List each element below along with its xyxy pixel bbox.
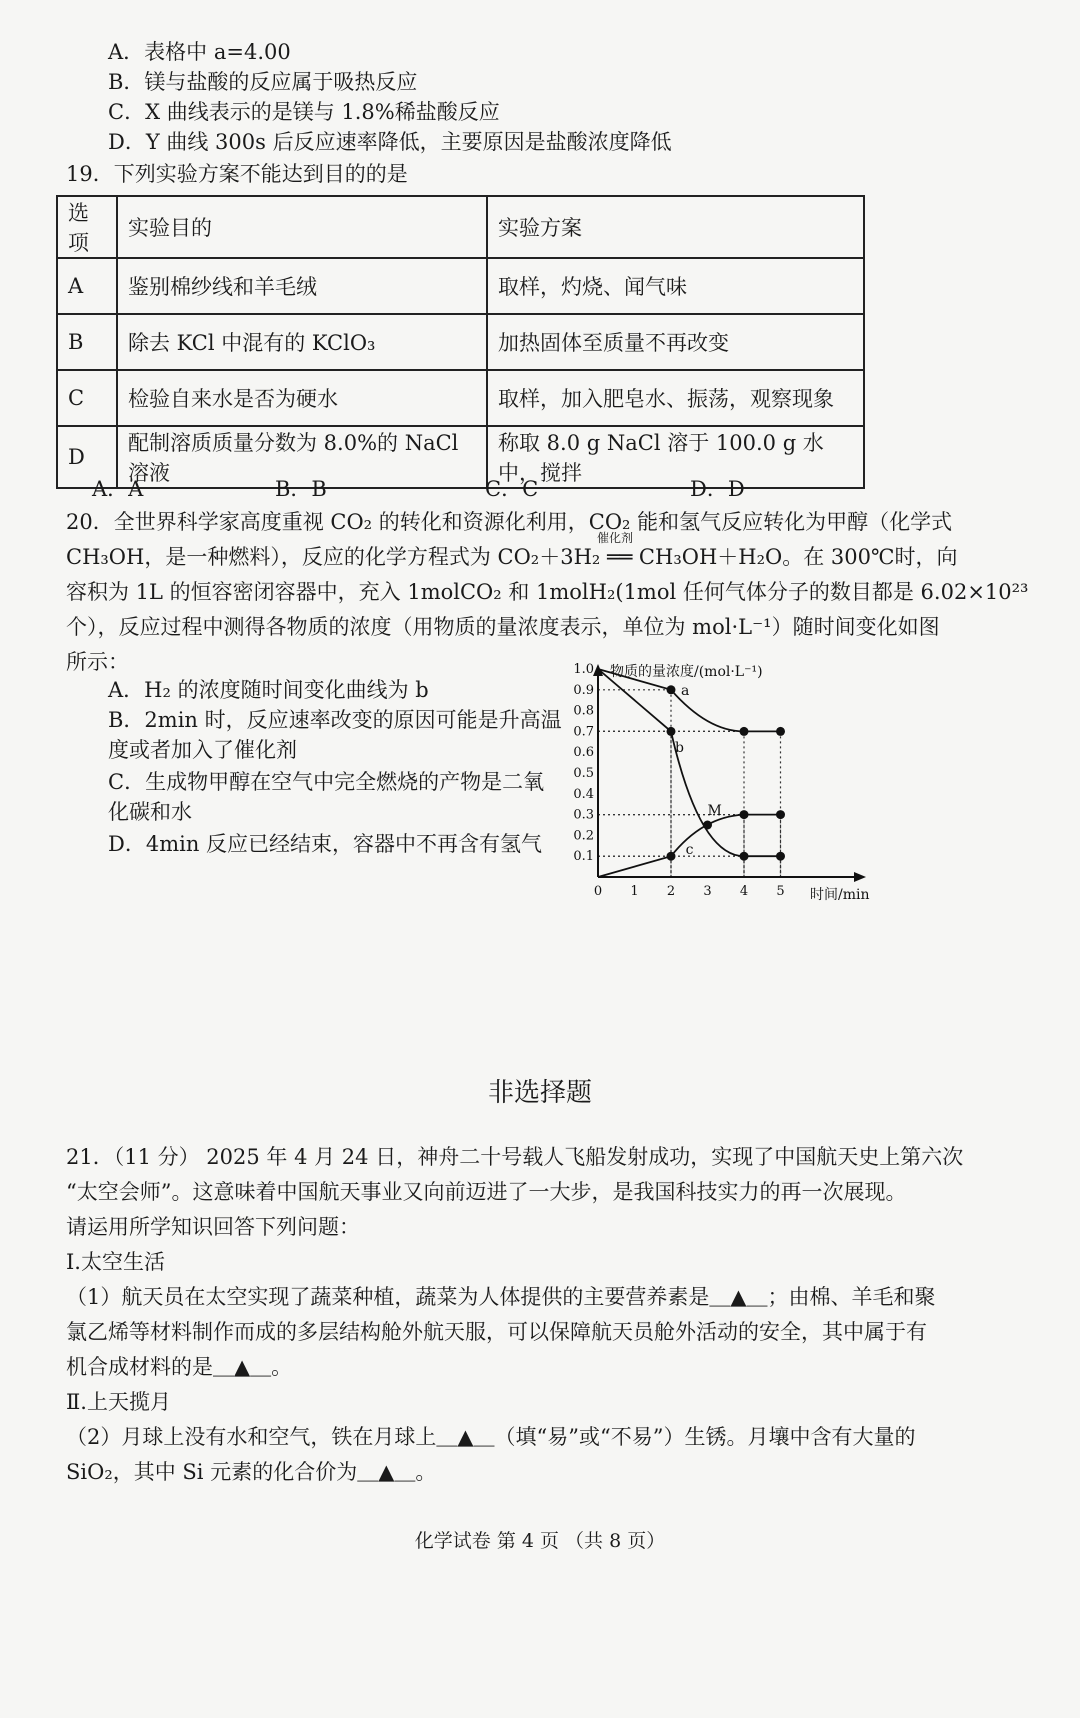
y-axis-label: 物质的量浓度/(mol·L⁻¹) (610, 664, 763, 680)
y-tick-label: 0.2 (573, 828, 594, 844)
data-point-b (740, 852, 749, 861)
q20-option-c: C．生成物甲醇在空气中完全燃烧的产物是二氧 (108, 770, 545, 794)
q18-option-a: A．表格中 a=4.00 (108, 40, 291, 64)
q21-line-9: （2）月球上没有水和空气，铁在月球上＿▲＿（填“易”或“不易”）生锈。月壤中含有大量的 (66, 1425, 916, 1449)
y-tick-label: 0.1 (573, 849, 594, 865)
q18-option-d: D．Y 曲线 300s 后反应速率降低，主要原因是盐酸浓度降低 (108, 130, 672, 154)
q20-option-d: D．4min 反应已经结束，容器中不再含有氢气 (108, 832, 543, 856)
cell-purpose: 除去 KCl 中混有的 KClO₃ (117, 314, 487, 370)
q18-option-c: C．X 曲线表示的是镁与 1.8%稀盐酸反应 (108, 100, 500, 124)
x-tick-label: 2 (666, 884, 676, 899)
x-tick-label: 4 (739, 884, 749, 899)
data-point-a (667, 685, 676, 694)
data-point-c (740, 810, 749, 819)
q19-choice-c: C．C (485, 477, 539, 501)
q20-option-b: B．2min 时，反应速率改变的原因可能是升高温 (108, 708, 562, 732)
y-tick-label: 0.3 (573, 807, 594, 823)
q19-choice-a: A．A (92, 477, 144, 501)
q20-option-b-cont: 度或者加入了催化剂 (108, 738, 297, 762)
q21-line-2: “太空会师”。这意味着中国航天事业又向前迈进了一大步，是我国科技实力的再一次展现。 (66, 1180, 907, 1204)
x-axis-arrow (854, 872, 866, 882)
q20-option-a: A．H₂ 的浓度随时间变化曲线为 b (108, 678, 429, 702)
header-option: 选项 (57, 196, 117, 258)
cell-plan: 取样，灼烧、闻气味 (487, 258, 864, 314)
q19-stem: 19．下列实验方案不能达到目的的是 (66, 162, 408, 186)
data-point-c (667, 852, 676, 861)
y-tick-label: 1.0 (573, 662, 594, 677)
q21-subheading-1: Ⅰ.太空生活 (66, 1250, 165, 1274)
cell-purpose: 配制溶质质量分数为 8.0%的 NaCl 溶液 (117, 426, 487, 488)
catalyst-label: 催化剂 (597, 531, 634, 545)
cell-plan: 取样，加入肥皂水、振荡，观察现象 (487, 370, 864, 426)
q20-option-c-cont: 化碳和水 (108, 800, 192, 824)
concentration-chart (560, 660, 900, 970)
q20-stem-line-4: 个），反应过程中测得各物质的浓度（用物质的量浓度表示，单位为 mol·L⁻¹）随时间变化如图 (66, 615, 940, 639)
page-footer: 化学试卷 第 4 页 （共 8 页） (414, 1530, 666, 1552)
header-purpose: 实验目的 (117, 196, 487, 258)
cell-option: C (57, 370, 117, 426)
q21-line-6: 氯乙烯等材料制作而成的多层结构舱外航天服，可以保障航天员舱外活动的安全，其中属于有 (66, 1320, 927, 1344)
table-row (57, 258, 864, 314)
q20-stem-line-1: 20．全世界科学家高度重视 CO₂ 的转化和资源化利用，CO₂ 能和氢气反应转化为甲醇（化学式 (66, 510, 953, 534)
x-tick-label: 5 (776, 884, 785, 899)
table-header-row (57, 196, 864, 258)
x-tick-label: 3 (703, 884, 712, 899)
cell-plan: 称取 8.0 g NaCl 溶于 100.0 g 水中，搅拌 (487, 426, 864, 488)
series-label-a: a (681, 682, 690, 699)
data-point-b (667, 727, 676, 736)
q20-stem-line-2: CH₃OH，是一种燃料），反应的化学方程式为 CO₂＋3H₂ ══ CH₃OH＋H₂O。在 300℃时，向 (66, 545, 958, 569)
y-tick-label: 0.8 (573, 703, 594, 719)
series-label-c: c (685, 842, 694, 859)
q21-line-1: 21．（11 分） 2025 年 4 月 24 日，神舟二十号载人飞船发射成功，实现了中国航天史上第六次 (66, 1145, 964, 1169)
cell-purpose: 鉴别棉纱线和羊毛绒 (117, 258, 487, 314)
annotation-m: M (707, 803, 722, 819)
q19-choice-b: B．B (275, 477, 327, 501)
q18-option-b: B．镁与盐酸的反应属于吸热反应 (108, 70, 418, 94)
data-point-m (703, 821, 712, 830)
x-axis-label: 时间/min (810, 887, 870, 903)
q19-table (56, 195, 865, 489)
data-point-c (776, 810, 785, 819)
table-row (57, 370, 864, 426)
cell-option: D (57, 426, 117, 488)
q19-choice-d: D．D (690, 477, 745, 501)
q21-subheading-2: Ⅱ.上天揽月 (66, 1390, 171, 1414)
y-tick-label: 0.9 (573, 682, 594, 698)
data-point-b (776, 852, 785, 861)
data-point-a (776, 727, 785, 736)
q20-stem-line-5: 所示： (66, 650, 129, 674)
y-tick-label: 0.5 (573, 766, 594, 781)
q20-stem-line-3: 容积为 1L 的恒容密闭容器中，充入 1molCO₂ 和 1molH₂(1mol 任何气体分子的数目都是 6.02×10²³ (66, 580, 1029, 604)
q21-line-7: 机合成材料的是＿▲＿。 (66, 1355, 293, 1379)
q21-line-10: SiO₂，其中 Si 元素的化合价为＿▲＿。 (66, 1460, 437, 1484)
series-label-b: b (675, 740, 684, 757)
y-tick-label: 0.6 (573, 745, 594, 761)
table-row (57, 314, 864, 370)
cell-option: B (57, 314, 117, 370)
q21-line-3: 请运用所学知识回答下列问题： (66, 1215, 360, 1239)
y-tick-label: 0.4 (573, 786, 594, 802)
data-point-a (740, 727, 749, 736)
x-tick-label: 0 (593, 884, 603, 899)
header-plan: 实验方案 (487, 196, 864, 258)
x-tick-label: 1 (630, 884, 639, 899)
cell-purpose: 检验自来水是否为硬水 (117, 370, 487, 426)
cell-plan: 加热固体至质量不再改变 (487, 314, 864, 370)
cell-option: A (57, 258, 117, 314)
section-title: 非选择题 (487, 1078, 592, 1108)
q21-line-5: （1）航天员在太空实现了蔬菜种植，蔬菜为人体提供的主要营养素是＿▲＿；由棉、羊毛和聚 (66, 1285, 936, 1309)
y-tick-label: 0.7 (573, 724, 594, 740)
